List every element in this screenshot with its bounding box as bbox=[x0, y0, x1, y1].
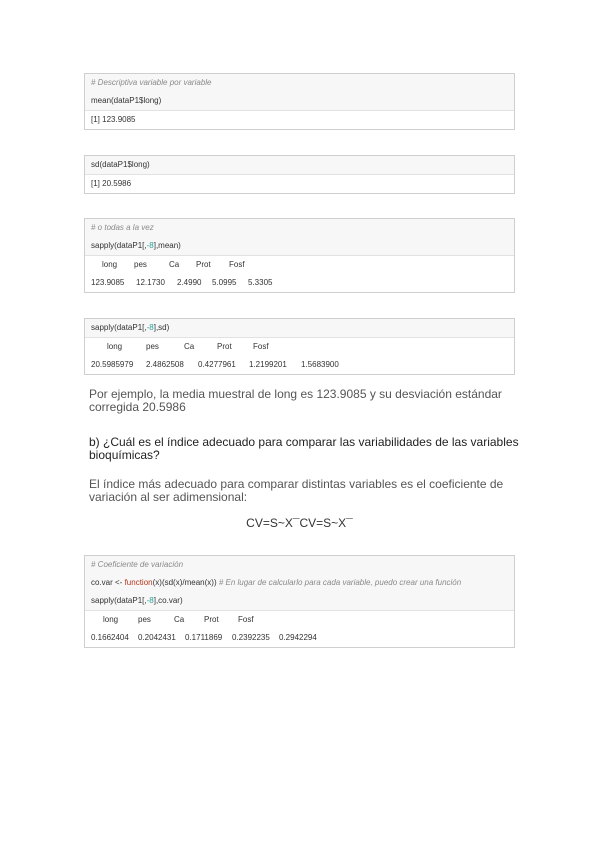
code-number: -8 bbox=[146, 241, 154, 250]
code-output: [1] 20.5986 bbox=[85, 175, 514, 193]
output-header: Prot bbox=[217, 342, 232, 351]
code-output bbox=[85, 338, 514, 374]
output-value: 0.2942294 bbox=[279, 633, 317, 642]
code-text: ],sd) bbox=[153, 323, 170, 332]
code-block-sapply-sd bbox=[84, 318, 515, 375]
output-value: 5.0995 bbox=[212, 278, 237, 287]
output-header: long bbox=[103, 615, 119, 624]
output-headers bbox=[85, 256, 514, 274]
output-value: 0.2392235 bbox=[232, 633, 270, 642]
output-header: Fosf bbox=[238, 615, 254, 624]
code-source bbox=[85, 556, 514, 611]
output-value: 123.9085 bbox=[91, 278, 125, 287]
output-value: 0.1662404 bbox=[91, 633, 129, 642]
code-output bbox=[85, 256, 514, 292]
output-header: pes bbox=[146, 342, 159, 351]
code-line-function bbox=[85, 574, 514, 592]
output-value: 12.1730 bbox=[136, 278, 165, 287]
code-text: (x)(sd(x)/mean(x)) bbox=[152, 578, 219, 587]
code-text: sapply(dataP1[, bbox=[91, 596, 147, 605]
output-values bbox=[85, 629, 514, 647]
output-value: 5.3305 bbox=[248, 278, 273, 287]
code-text: co.var <- bbox=[91, 578, 125, 587]
output-header: Prot bbox=[204, 615, 219, 624]
output-values bbox=[85, 274, 514, 292]
code-number: -8 bbox=[146, 596, 154, 605]
code-block-sd bbox=[84, 155, 515, 194]
code-block-sapply-mean bbox=[84, 218, 515, 293]
output-header: long bbox=[107, 342, 123, 351]
code-comment: # Descriptiva variable por variable bbox=[91, 78, 212, 87]
output-header: Fosf bbox=[253, 342, 269, 351]
code-line: sd(dataP1$long) bbox=[91, 160, 150, 169]
output-header: Ca bbox=[169, 260, 180, 269]
output-headers bbox=[85, 611, 514, 629]
output-header: Prot bbox=[196, 260, 211, 269]
output-value: 0.1711869 bbox=[185, 633, 223, 642]
output-value: 1.2199201 bbox=[249, 360, 287, 369]
code-source bbox=[85, 74, 514, 111]
code-block-coef-variacion bbox=[84, 555, 515, 648]
output-header: Fosf bbox=[229, 260, 245, 269]
output-value: 2.4990 bbox=[177, 278, 202, 287]
code-source bbox=[85, 219, 514, 256]
code-comment: # o todas a la vez bbox=[91, 223, 154, 232]
code-output: [1] 123.9085 bbox=[85, 111, 514, 129]
output-value: 20.5985979 bbox=[91, 360, 134, 369]
output-header: pes bbox=[134, 260, 147, 269]
output-header: long bbox=[102, 260, 118, 269]
code-text: sapply(dataP1[, bbox=[91, 241, 147, 250]
code-line: mean(dataP1$long) bbox=[91, 96, 162, 105]
code-line bbox=[85, 237, 514, 255]
code-line bbox=[85, 319, 514, 337]
code-output bbox=[85, 611, 514, 647]
code-text: ],mean) bbox=[153, 241, 181, 250]
code-block-mean bbox=[84, 73, 515, 130]
paragraph-mean-sd: Por ejemplo, la media muestral de long es 123.9085 y su desviación estándar corregida 20.5986 bbox=[89, 387, 502, 414]
question-b: b) ¿Cuál es el índice adecuado para comparar las variabilidades de las variables bioquímicas? bbox=[89, 435, 519, 462]
code-number: -8 bbox=[146, 323, 154, 332]
output-value: 0.2042431 bbox=[138, 633, 176, 642]
output-header: Ca bbox=[174, 615, 185, 624]
code-keyword: function bbox=[124, 578, 153, 587]
code-line bbox=[85, 592, 514, 610]
paragraph-cv: El índice más adecuado para comparar distintas variables es el coeficiente de variación al ser adimensional: bbox=[89, 477, 504, 504]
output-header: Ca bbox=[184, 342, 195, 351]
code-comment: # Coeficiente de variación bbox=[91, 560, 184, 569]
output-value: 1.5683900 bbox=[301, 360, 339, 369]
output-values bbox=[85, 356, 514, 374]
code-source bbox=[85, 319, 514, 338]
cv-formula: CV=S~X¯CV=S~X¯ bbox=[246, 516, 353, 530]
code-text: sapply(dataP1[, bbox=[91, 323, 147, 332]
output-header: pes bbox=[138, 615, 151, 624]
output-value: 2.4862508 bbox=[146, 360, 184, 369]
code-text: ],co.var) bbox=[153, 596, 183, 605]
output-value: 0.4277961 bbox=[198, 360, 236, 369]
code-comment-inline: # En lugar de calcularlo para cada variable, puedo crear una función bbox=[218, 578, 462, 587]
code-source bbox=[85, 156, 514, 175]
output-headers bbox=[85, 338, 514, 356]
